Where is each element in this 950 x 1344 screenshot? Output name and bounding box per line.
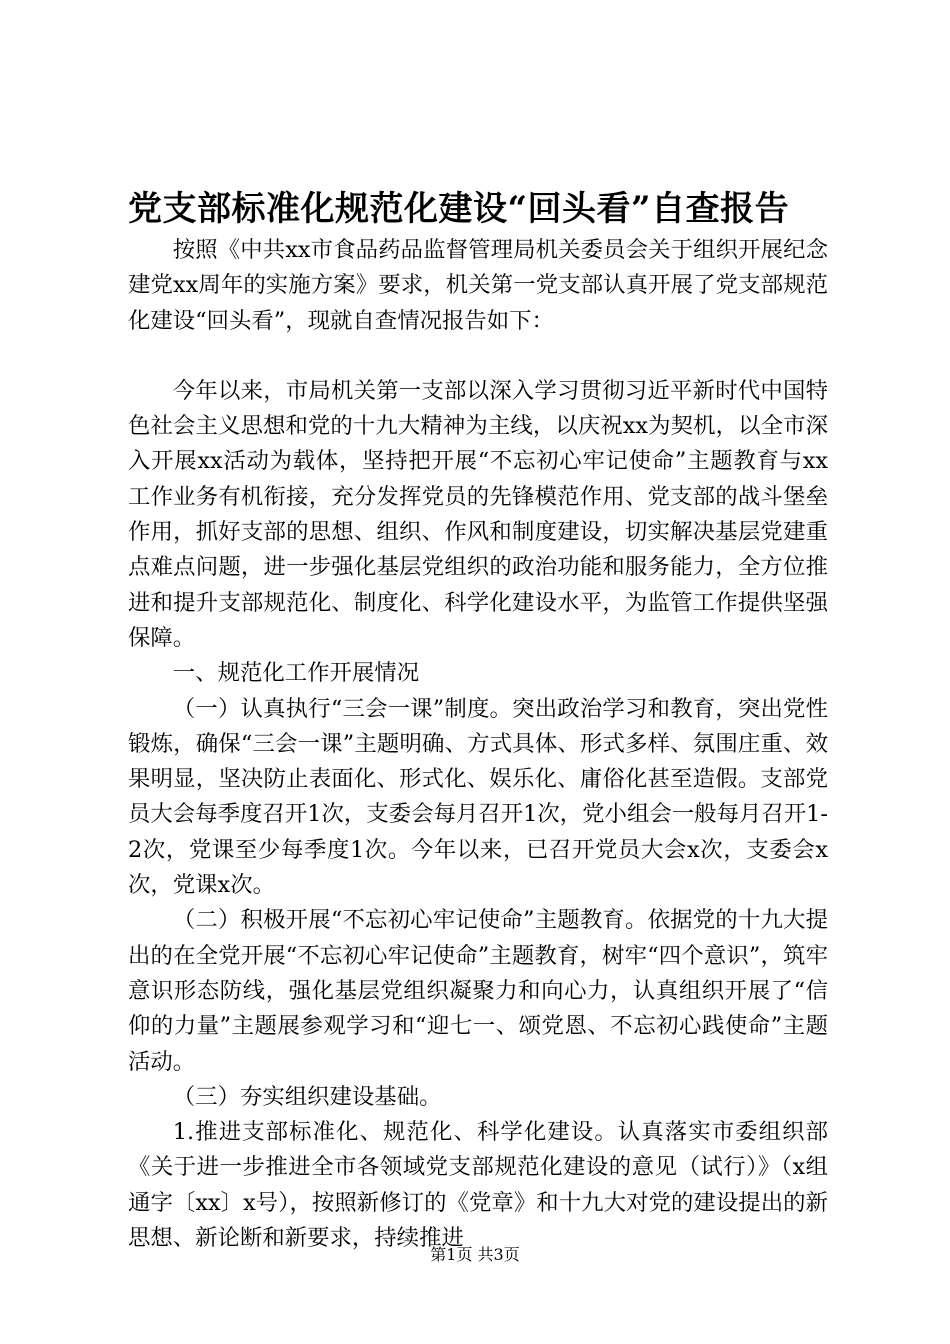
subsection-paragraph: （一）认真执行“三会一课”制度。突出政治学习和教育，突出党性锻炼，确保“三会一课”主题明确、方式具体、形式多样、氛围庄重、效果明显，坚决防止表面化、形式化、娱乐化、庸俗化甚至造假。支部党员大会每季度召开1次，支委会每月召开1次，党小组会一般每月召开1-2次，党课至少每季度1次。今年以来，已召开党员大会x次，支委会x次，党课x次。 [128, 695, 828, 899]
section-heading: 一、规范化工作开展情况 [172, 660, 420, 687]
subsection-paragraph: （二）积极开展“不忘初心牢记使命”主题教育。依据党的十九大提出的在全党开展“不忘初心牢记使命”主题教育，树牢“四个意识”，筑牢意识形态防线，强化基层党组织凝聚力和向心力，认真组织开展了“信仰的力量”主题展参观学习和“迎七一、颂党恩、不忘初心践使命”主题活动。 [128, 907, 828, 1075]
page-number: 第1页 共3页 [430, 1245, 520, 1264]
item-paragraph: 1.推进支部标准化、规范化、科学化建设。认真落实市委组织部《关于进一步推进全市各领域党支部规范化建设的意见（试行）》（x组通字〔xx〕x号），按照新修订的《党章》和十九大对党的建设提出的新思想、新论断和新要求，持续推进 [128, 1119, 828, 1252]
page-title: 党支部标准化规范化建设“回头看”自查报告 [128, 189, 790, 229]
intro-paragraph: 按照《中共xx市食品药品监督管理局机关委员会关于组织开展纪念建党xx周年的实施方案》要求，机关第一党支部认真开展了党支部规范化建设“回头看”，现就自查情况报告如下： [128, 237, 828, 334]
subsection-heading: （三）夯实组织建设基础。 [172, 1083, 442, 1110]
document-body [128, 233, 828, 1256]
overview-paragraph: 今年以来，市局机关第一支部以深入学习贯彻习近平新时代中国特色社会主义思想和党的十九大精神为主线，以庆祝xx为契机，以全市深入开展xx活动为载体，坚持把开展“不忘初心牢记使命”主题教育与xx工作业务有机衔接，充分发挥党员的先锋模范作用、党支部的战斗堡垒作用，抓好支部的思想、组织、作风和制度建设，切实解决基层党建重点难点问题，进一步强化基层党组织的政治功能和服务能力，全方位推进和提升支部规范化、制度化、科学化建设水平，为监管工作提供坚强保障。 [128, 377, 828, 651]
